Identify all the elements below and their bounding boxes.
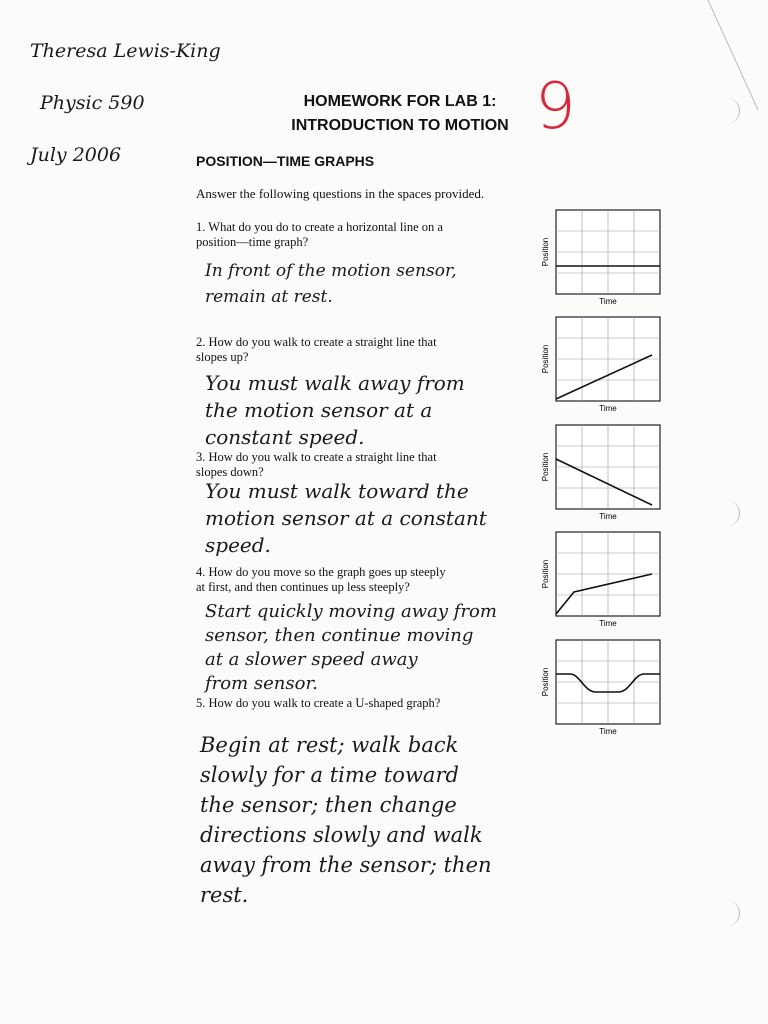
grade-mark: 9 [535,70,576,144]
graph-frame [556,532,660,616]
graph-slope-down [536,421,666,521]
answer-4: Start quickly moving away from sensor, then continue moving at a slower speed away from sensor. [205,601,497,694]
graph-y-label: Position [541,667,550,697]
question-5 [196,696,456,711]
graph-5-svg [536,636,666,736]
question-3 [196,450,456,480]
graph-x-label: Time [599,297,617,306]
binder-hole [713,500,740,526]
answer-1: In front of the motion sensor, remain at rest. [205,261,457,307]
question-text: How do you move so the graph goes up steeply at first, and then continues up less steeply? [196,565,446,594]
question-2 [196,335,456,365]
student-header-note [30,12,221,194]
answer-3: You must walk toward the motion sensor at a constant speed. [205,479,487,557]
graph-1-svg [536,206,666,306]
graph-x-label: Time [599,404,617,413]
answer-5: Begin at rest; walk back slowly for a time toward the sensor; then change directions slowly and walk away from the sensor; then rest. [200,733,492,907]
graph-horizontal [536,206,666,306]
title-line-2: INTRODUCTION TO MOTION [291,117,509,134]
graph-steep-then-gentle [536,528,666,628]
question-text: How do you walk to create a straight line that slopes down? [196,450,437,479]
title-line-1: HOMEWORK FOR LAB 1: [303,93,497,110]
date-note: July 2006 [30,144,122,166]
graph-frame [556,210,660,294]
question-number: 1. [196,220,206,234]
graph-y-label: Position [541,237,550,267]
graph-x-label: Time [599,727,617,736]
graph-x-label: Time [599,512,617,521]
question-text: How do you walk to create a straight line that slopes up? [196,335,437,364]
section-heading: POSITION—TIME GRAPHS [196,153,375,169]
graph-y-label: Position [541,452,550,482]
graph-3-svg [536,421,666,521]
course-name: Physic 590 [40,92,145,114]
graph-2-svg [536,313,666,413]
question-text: How do you walk to create a U-shaped graph? [208,696,441,710]
question-1 [196,220,456,250]
question-number: 3. [196,450,206,464]
graph-x-label: Time [599,619,617,628]
graph-u-shaped [536,636,666,736]
question-text: What do you do to create a horizontal line on a position—time graph? [196,220,443,249]
graph-slope-up [536,313,666,413]
binder-hole [713,900,740,926]
question-number: 2. [196,335,206,349]
question-4 [196,565,456,595]
page-title [240,90,560,138]
question-number: 5. [196,696,206,710]
graph-frame [556,640,660,724]
question-number: 4. [196,565,206,579]
graph-4-svg [536,528,666,628]
answer-2: You must walk away from the motion sensor at a constant speed. [205,371,465,449]
graph-y-label: Position [541,559,550,589]
graph-y-label: Position [541,344,550,374]
paper-edge-mark [698,0,768,120]
instructions-text: Answer the following questions in the spaces provided. [196,186,485,201]
student-name: Theresa Lewis-King [30,40,221,62]
